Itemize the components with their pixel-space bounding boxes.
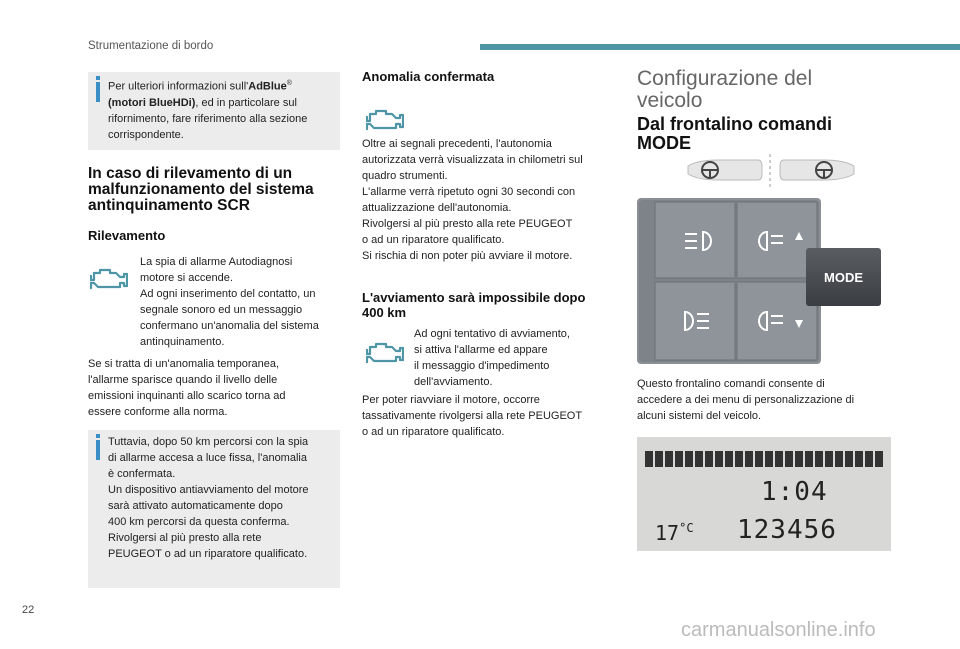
control-panel-buttons bbox=[637, 198, 821, 364]
scr-heading: In caso di rilevamento di un malfunzionamento del sistema antinquinamento SCR bbox=[88, 165, 314, 214]
info-box-antistart bbox=[88, 430, 340, 588]
header-accent-bar bbox=[480, 44, 960, 50]
display-pixel-row bbox=[645, 451, 883, 467]
display-time: 1:04 bbox=[761, 477, 828, 507]
anomalia-text: Oltre ai segnali precedenti, l'autonomia autorizzata verrà visualizzata in chilometri sul quadro strumenti. L'allarme verrà ripetuto ogni 30 secondi con attualizzazione dell'autonomia. Rivolgersi al più presto alla rete PEUGEOT o ad un riparatore qualificato. Si rischia di non poter più avviare il motore. bbox=[362, 138, 583, 262]
config-subtitle: Dal frontalino comandi MODE bbox=[637, 114, 833, 153]
scr-temp-anomaly-text: Se si tratta di un'anomalia temporanea, l'allarme sparisce quando il livello delle emissioni inquinanti allo scarico torna ad essere conforme alla norma. bbox=[88, 358, 286, 418]
engine-warning-icon bbox=[366, 339, 404, 365]
display-temperature: $17^{^\circ C}$ bbox=[655, 521, 694, 545]
info-box-adblue bbox=[88, 72, 340, 150]
info-icon-bar bbox=[96, 82, 100, 102]
running-header: Strumentazione di bordo bbox=[88, 40, 214, 52]
info-icon-bar bbox=[96, 440, 100, 460]
info-antistart-text: Tuttavia, dopo 50 km percorsi con la spia di allarme accesa a luce fissa, l'anomalia è confermata. Un dispositivo antiavviamento del motore sarà attivato automaticamente dopo 400 km percorsi da questa conferma. Rivolgersi al più presto alla rete PEUGEOT o ad un riparatore qualificato. bbox=[108, 436, 309, 560]
page-number: 22 bbox=[22, 604, 35, 616]
instrument-display bbox=[637, 437, 891, 551]
display-odometer: 123456 bbox=[737, 515, 837, 545]
avviamento-heading: L'avviamento sarà impossibile dopo 400 km bbox=[362, 290, 586, 320]
steering-wheel-illustration bbox=[684, 152, 856, 192]
info-icon bbox=[96, 434, 100, 438]
info-icon bbox=[96, 76, 100, 80]
rilevamento-heading: Rilevamento bbox=[88, 228, 166, 243]
engine-warning-icon bbox=[90, 265, 128, 291]
control-panel-image bbox=[637, 198, 821, 364]
engine-warning-icon bbox=[366, 106, 404, 132]
info-adblue-text: Per ulteriori informazioni sull'AdBlue® (motori BlueHDi), ed in particolare sul rifornimento, fare riferimento alla sezione corrispondente. bbox=[108, 80, 308, 141]
config-desc: Questo frontalino comandi consente di accedere a dei menu di personalizzazione di alcuni sistemi del veicolo. bbox=[637, 378, 855, 422]
avviamento-text: Per poter riavviare il motore, occorre tassativamente rivolgersi alla rete PEUGEOT o ad un riparatore qualificato. bbox=[362, 394, 583, 438]
mode-button-illustration: MODE bbox=[806, 248, 881, 306]
watermark: carmanualsonline.info bbox=[681, 619, 876, 641]
config-title: Configurazione del veicolo bbox=[637, 67, 813, 112]
anomalia-heading: Anomalia confermata bbox=[362, 69, 495, 84]
rilevamento-text: La spia di allarme Autodiagnosi motore si accende. Ad ogni inserimento del contatto, un segnale sonoro ed un messaggio confermano un'anomalia del sistema antinquinamento. bbox=[140, 256, 319, 348]
avviamento-icon-text: Ad ogni tentativo di avviamento, si attiva l'allarme ed appare il messaggio d'impedimento dell'avviamento. bbox=[414, 328, 570, 388]
